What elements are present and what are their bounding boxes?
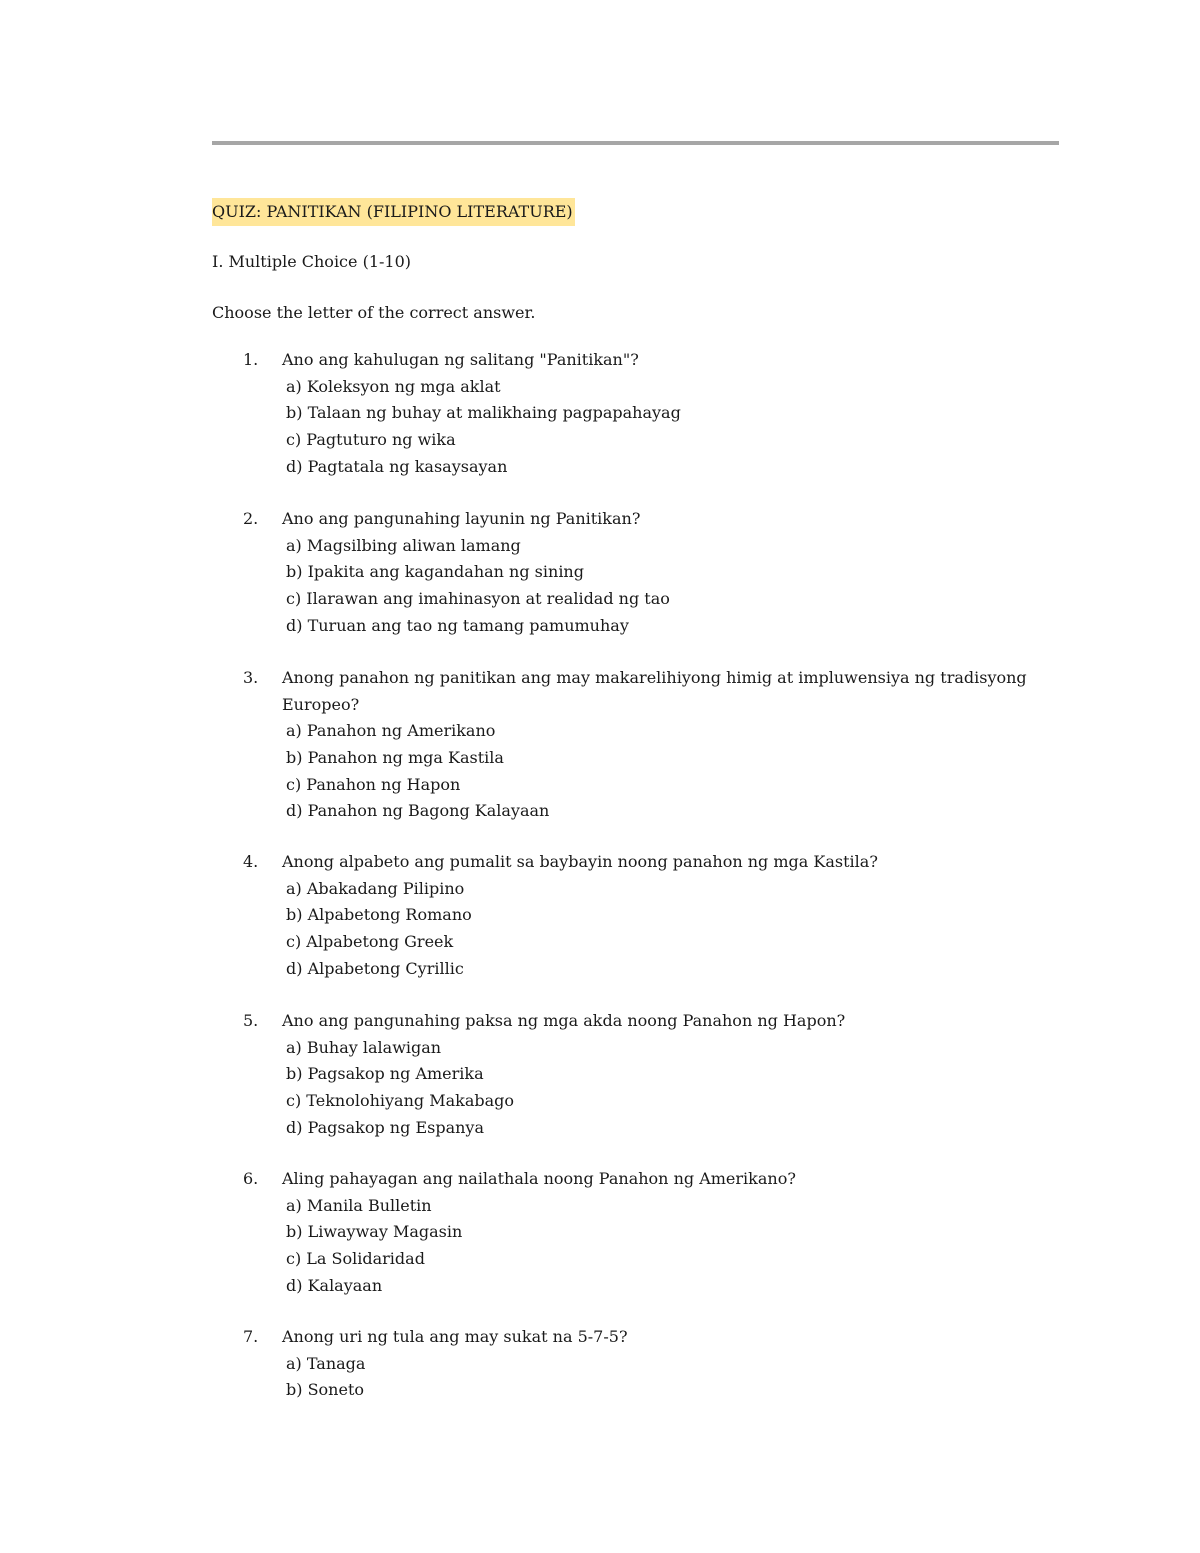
question-text: Anong panahon ng panitikan ang may makarelihiyong himig at impluwensiya ng tradisyong Europeo? [282, 668, 1027, 714]
question-text: Anong uri ng tula ang may sukat na 5-7-5? [282, 1327, 628, 1346]
header-rule [212, 141, 1059, 145]
question-7 [243, 1324, 1043, 1404]
choice-d: d) Kalayaan [286, 1275, 383, 1295]
choice-c: c) Teknolohiyang Makabago [286, 1091, 515, 1111]
choice-b: b) Ipakita ang kagandahan ng sining [286, 562, 584, 582]
question-text: Ano ang pangunahing paksa ng mga akda noong Panahon ng Hapon? [282, 1011, 846, 1030]
choice-b: b) Soneto [286, 1380, 364, 1400]
choice-c: c) La Solidaridad [286, 1249, 425, 1269]
choice-c: c) Ilarawan ang imahinasyon at realidad ng tao [286, 589, 670, 609]
question-text: Aling pahayagan ang nailathala noong Panahon ng Amerikano? [282, 1169, 796, 1188]
question-text: Ano ang pangunahing layunin ng Panitikan? [282, 509, 641, 528]
question-5 [243, 1008, 1043, 1141]
question-4 [243, 849, 1043, 982]
question-number: 5. [243, 1011, 259, 1030]
choice-list [286, 533, 1043, 640]
question-number: 4. [243, 852, 259, 871]
choice-a: a) Abakadang Pilipino [286, 878, 465, 898]
choice-b: b) Panahon ng mga Kastila [286, 748, 504, 768]
choice-d: d) Alpabetong Cyrillic [286, 958, 464, 978]
choice-b: b) Pagsakop ng Amerika [286, 1064, 484, 1084]
choice-a: a) Panahon ng Amerikano [286, 721, 496, 741]
choice-list [286, 1351, 1043, 1404]
instructions-text: Choose the letter of the correct answer. [212, 303, 536, 322]
question-6 [243, 1166, 1043, 1299]
question-number: 1. [243, 350, 259, 369]
choice-list [286, 374, 1043, 481]
choice-b: b) Talaan ng buhay at malikhaing pagpapahayag [286, 403, 681, 423]
question-1 [243, 347, 1043, 480]
section-heading: I. Multiple Choice (1-10) [212, 252, 411, 271]
question-text: Ano ang kahulugan ng salitang "Panitikan"? [282, 350, 639, 369]
question-number: 3. [243, 668, 259, 687]
choice-d: d) Pagtatala ng kasaysayan [286, 456, 508, 476]
choice-list [286, 1193, 1043, 1300]
choice-b: b) Alpabetong Romano [286, 905, 472, 925]
question-number: 2. [243, 509, 259, 528]
question-number: 7. [243, 1327, 259, 1346]
choice-d: d) Turuan ang tao ng tamang pamumuhay [286, 615, 629, 635]
choice-c: c) Panahon ng Hapon [286, 774, 461, 794]
choice-c: c) Pagtuturo ng wika [286, 430, 456, 450]
question-text: Anong alpabeto ang pumalit sa baybayin noong panahon ng mga Kastila? [282, 852, 878, 871]
quiz-title: QUIZ: PANITIKAN (FILIPINO LITERATURE) [212, 198, 575, 226]
choice-a: a) Manila Bulletin [286, 1195, 432, 1215]
choice-d: d) Pagsakop ng Espanya [286, 1117, 484, 1137]
choice-c: c) Alpabetong Greek [286, 932, 454, 952]
choice-a: a) Magsilbing aliwan lamang [286, 535, 521, 555]
choice-a: a) Buhay lalawigan [286, 1037, 442, 1057]
choice-b: b) Liwayway Magasin [286, 1222, 463, 1242]
question-number: 6. [243, 1169, 259, 1188]
choice-d: d) Panahon ng Bagong Kalayaan [286, 801, 550, 821]
choice-list [286, 718, 1043, 825]
choice-a: a) Tanaga [286, 1353, 366, 1373]
choice-list [286, 876, 1043, 983]
choice-a: a) Koleksyon ng mga aklat [286, 376, 501, 396]
question-2 [243, 506, 1043, 639]
choice-list [286, 1035, 1043, 1142]
question-3 [243, 665, 1043, 825]
